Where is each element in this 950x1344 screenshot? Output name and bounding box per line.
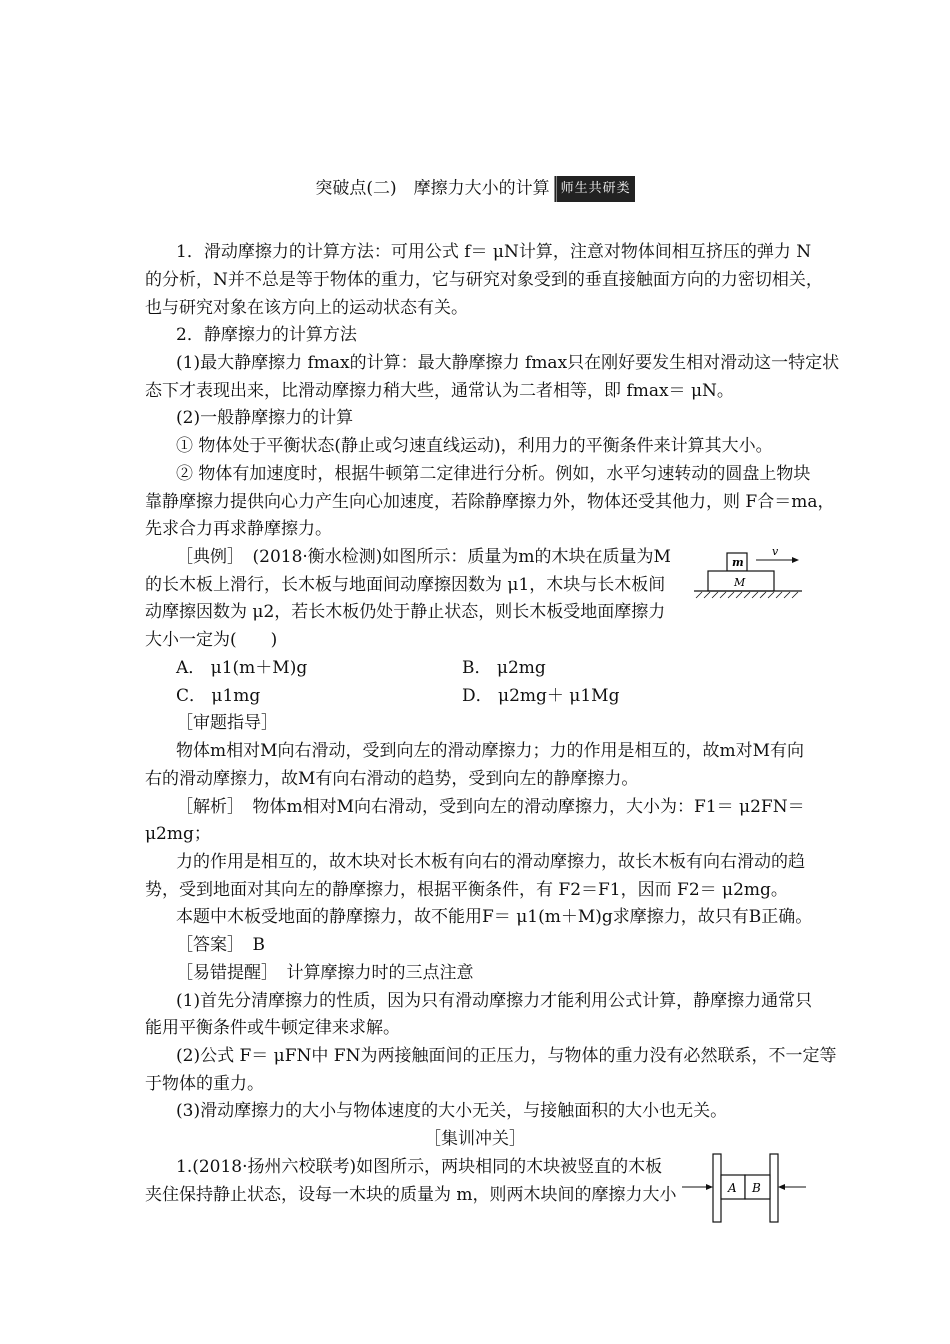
small-block-label: m bbox=[732, 556, 744, 569]
analysis2-line: 势，受到地面对其向左的静摩擦力，根据平衡条件，有 F2＝F1，因而 F2＝ μ2mg。 bbox=[145, 880, 788, 900]
paragraph-5: ① 物体处于平衡状态(静止或匀速直线运动)，利用力的平衡条件来计算其大小。 bbox=[176, 436, 773, 456]
tip-heading: ［易错提醒］ 计算摩擦力时的三点注意 bbox=[176, 963, 474, 983]
paragraph-1-line: 也与研究对象在该方向上的运动状态有关。 bbox=[145, 298, 468, 318]
option-a: A． μ1(m＋M)g bbox=[176, 658, 308, 678]
option-c: C． μ1mg bbox=[176, 686, 261, 706]
tip-2-line: 于物体的重力。 bbox=[145, 1074, 264, 1094]
paragraph-4: (2)一般静摩擦力的计算 bbox=[176, 408, 354, 428]
practice-heading: ［集训冲关］ bbox=[424, 1129, 526, 1149]
block-b-label: B bbox=[752, 1181, 761, 1195]
paragraph-6-line: ② 物体有加速度时，根据牛顿第二定律进行分析。例如，水平匀速转动的圆盘上物块 bbox=[176, 464, 811, 484]
paragraph-1-line: 的分析，N并不总是等于物体的重力，它与研究对象受到的垂直接触面方向的力密切相关， bbox=[145, 270, 823, 290]
example-line: 动摩擦因数为 μ2，若长木板仍处于静止状态，则长木板受地面摩擦力 bbox=[145, 602, 666, 622]
tip-1-line: (1)首先分清摩擦力的性质，因为只有滑动摩擦力才能利用公式计算，静摩擦力通常只 bbox=[176, 991, 813, 1011]
example-line: ［典例］ (2018·衡水检测)如图所示：质量为m的木块在质量为M bbox=[176, 547, 671, 567]
analysis-line: ［解析］ 物体m相对M向右滑动，受到向左的滑动摩擦力，大小为：F1＝ μ2FN＝ bbox=[176, 797, 805, 817]
question-1-line: 夹住保持静止状态，设每一木块的质量为 m，则两木块间的摩擦力大小 bbox=[145, 1185, 677, 1205]
tip-1-line: 能用平衡条件或牛顿定律来求解。 bbox=[145, 1018, 400, 1038]
category-badge: 师生共研类 bbox=[554, 176, 635, 202]
guide-line: 物体m相对M向右滑动，受到向左的滑动摩擦力；力的作用是相互的，故m对M有向 bbox=[176, 741, 805, 761]
answer: ［答案］ B bbox=[176, 935, 265, 955]
block-on-board-figure bbox=[690, 540, 810, 610]
option-d: D． μ2mg＋ μ1Mg bbox=[462, 686, 620, 706]
paragraph-6-line: 先求合力再求静摩擦力。 bbox=[145, 519, 332, 539]
velocity-label: v bbox=[772, 545, 779, 558]
guide-line: 右的滑动摩擦力，故M有向右滑动的趋势，受到向左的静摩擦力。 bbox=[145, 769, 639, 789]
analysis2-line: 力的作用是相互的，故木块对长木板有向右的滑动摩擦力，故长木板有向右滑动的趋 bbox=[176, 852, 805, 872]
clamped-blocks-figure bbox=[680, 1150, 808, 1226]
long-board-label: M bbox=[734, 576, 746, 589]
paragraph-6-line: 靠静摩擦力提供向心力产生向心加速度，若除静摩擦力外，物体还受其他力，则 F合＝ma， bbox=[145, 492, 835, 512]
tip-2-line: (2)公式 F＝ μFN中 FN为两接触面间的正压力，与物体的重力没有必然联系，不一定等 bbox=[176, 1046, 837, 1066]
question-1-line: 1.(2018·扬州六校联考)如图所示，两块相同的木块被竖直的木板 bbox=[176, 1157, 663, 1177]
paragraph-2: 2．静摩擦力的计算方法 bbox=[176, 325, 357, 345]
section-title: 突破点(二) 摩擦力大小的计算 师生共研类 bbox=[0, 176, 950, 202]
block-a-label: A bbox=[728, 1181, 737, 1195]
paragraph-3-line: (1)最大静摩擦力 fmax的计算：最大静摩擦力 fmax只在刚好要发生相对滑动这一特定状 bbox=[176, 353, 840, 373]
analysis-line: μ2mg； bbox=[145, 824, 211, 844]
example-line: 的长木板上滑行，长木板与地面间动摩擦因数为 μ1，木块与长木板间 bbox=[145, 575, 666, 595]
analysis3: 本题中木板受地面的静摩擦力，故不能用F＝ μ1(m＋M)g求摩擦力，故只有B正确。 bbox=[176, 907, 813, 927]
paragraph-1-line: 1．滑动摩擦力的计算方法：可用公式 f＝ μN计算，注意对物体间相互挤压的弹力 N bbox=[176, 242, 812, 262]
guide-heading: ［审题指导］ bbox=[176, 713, 278, 733]
paragraph-3-line: 态下才表现出来，比滑动摩擦力稍大些，通常认为二者相等，即 fmax＝ μN。 bbox=[145, 381, 734, 401]
right-board bbox=[770, 1154, 778, 1222]
tip-3: (3)滑动摩擦力的大小与物体速度的大小无关，与接触面积的大小也无关。 bbox=[176, 1101, 728, 1121]
left-board bbox=[713, 1154, 721, 1222]
example-line: 大小一定为( ) bbox=[145, 630, 278, 650]
option-b: B． μ2mg bbox=[462, 658, 546, 678]
